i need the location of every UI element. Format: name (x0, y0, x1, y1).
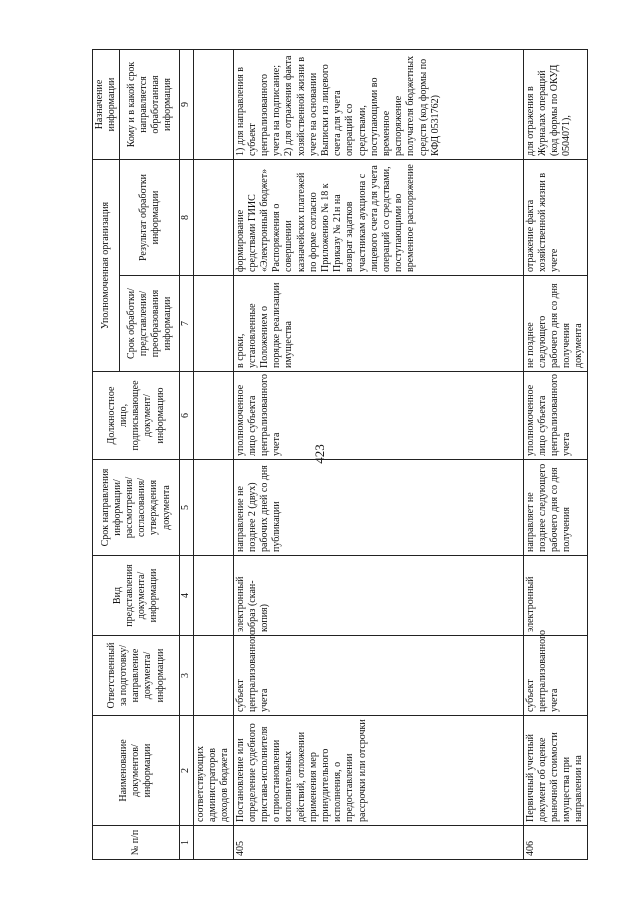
row-number: 406 (523, 826, 587, 860)
header-num: № п/п (93, 826, 180, 860)
page-number: 423 (312, 444, 327, 464)
rotated-document-table (92, 50, 592, 860)
column-number: 5 (180, 460, 193, 556)
column-number: 7 (180, 276, 193, 372)
deadline: направление не позднее 2 (двух) рабочих дней со дня публикации (233, 460, 523, 556)
recipient: для отражения в Журналах операций (код формы по ОКУД 0504071), (523, 49, 587, 159)
column-number: 1 (180, 826, 193, 860)
row-number (193, 826, 233, 860)
header-recipient: Кому и в какой срок направляется обработанная информация (120, 49, 180, 159)
row-number: 405 (233, 826, 523, 860)
column-number: 9 (180, 49, 193, 159)
document-name: Постановление или определение судебного пристава-исполнителя о приостановлении исполнительных действий, отложении применения мер принудительного исполнения, о предоставлении рассрочки или отсрочки (233, 716, 523, 826)
responsible: субъект централизованного учета (233, 636, 523, 716)
document-table (92, 49, 588, 860)
deadline (193, 460, 233, 556)
header-deadline: Срок направления информации/ рассмотрения/ согласования/ утверждения документа (93, 460, 180, 556)
signer: уполномоченное лицо субъекта централизованного учета (233, 372, 523, 460)
column-number: 6 (180, 372, 193, 460)
processing-deadline: в сроки, установленные Положением о порядке реализации имущества (233, 276, 523, 372)
deadline: направляет не позднее следующего рабочего дня со дня получения (523, 460, 587, 556)
column-number: 8 (180, 159, 193, 275)
signer: уполномоченное лицо субъекта централизованного учета (523, 372, 587, 460)
header-result: Результат обработки информации (120, 159, 180, 275)
header-signer: Должностное лицо, подписывающее документ/ информацию (93, 372, 180, 460)
result: отражение факта хозяйственной жизни в учете (523, 159, 587, 275)
table-row (523, 49, 587, 859)
result: формирование средствами ГИИС «Электронный бюджет» Распоряжения о совершении казначейских платежей по форме согласно Приложению № 18 к Приказу № 21н на возврат задатков участникам аукциона с лицевого счета для учета операций со средствами, поступающими во временное распоряжение (233, 159, 523, 275)
form (193, 556, 233, 636)
processing-deadline (193, 276, 233, 372)
form: электронный (523, 556, 587, 636)
document-name: Первичный учетный документ об оценке рыночной стоимости имущества при направлении на (523, 716, 587, 826)
recipient (193, 49, 233, 159)
signer (193, 372, 233, 460)
header-processing-deadline: Срок обработки/ представления/ преобразования информации (120, 276, 180, 372)
table-row (233, 49, 523, 859)
column-number: 4 (180, 556, 193, 636)
form: электронный образ (скан-копия) (233, 556, 523, 636)
document-name: соответствующих администраторов доходов бюджета (193, 716, 233, 826)
header-doc-name: Наименование документов/ информации (93, 716, 180, 826)
column-number: 3 (180, 636, 193, 716)
result (193, 159, 233, 275)
header-responsible: Ответственный за подготовку/ направление документа/ информации (93, 636, 180, 716)
header-authorized-org: Уполномоченная организация (93, 159, 120, 371)
column-number: 2 (180, 716, 193, 826)
column-number-row (180, 49, 193, 859)
responsible: субъект централизованного учета (523, 636, 587, 716)
table-row (193, 49, 233, 859)
processing-deadline: не позднее следующего рабочего дня со дня получения документа (523, 276, 587, 372)
responsible (193, 636, 233, 716)
header-purpose: Назначение информации (93, 49, 120, 159)
recipient: 1) для направления в субъект централизованного учета на подписание; 2) для отражения факта хозяйственной жизни в учете на основании Выписки из лицевого счета для учета операций со средствами, поступающими во временное распоряжение получателя бюджетных средств (код формы по КФД 0531762) (233, 49, 523, 159)
header-form: Вид представления документа/ информации (93, 556, 180, 636)
